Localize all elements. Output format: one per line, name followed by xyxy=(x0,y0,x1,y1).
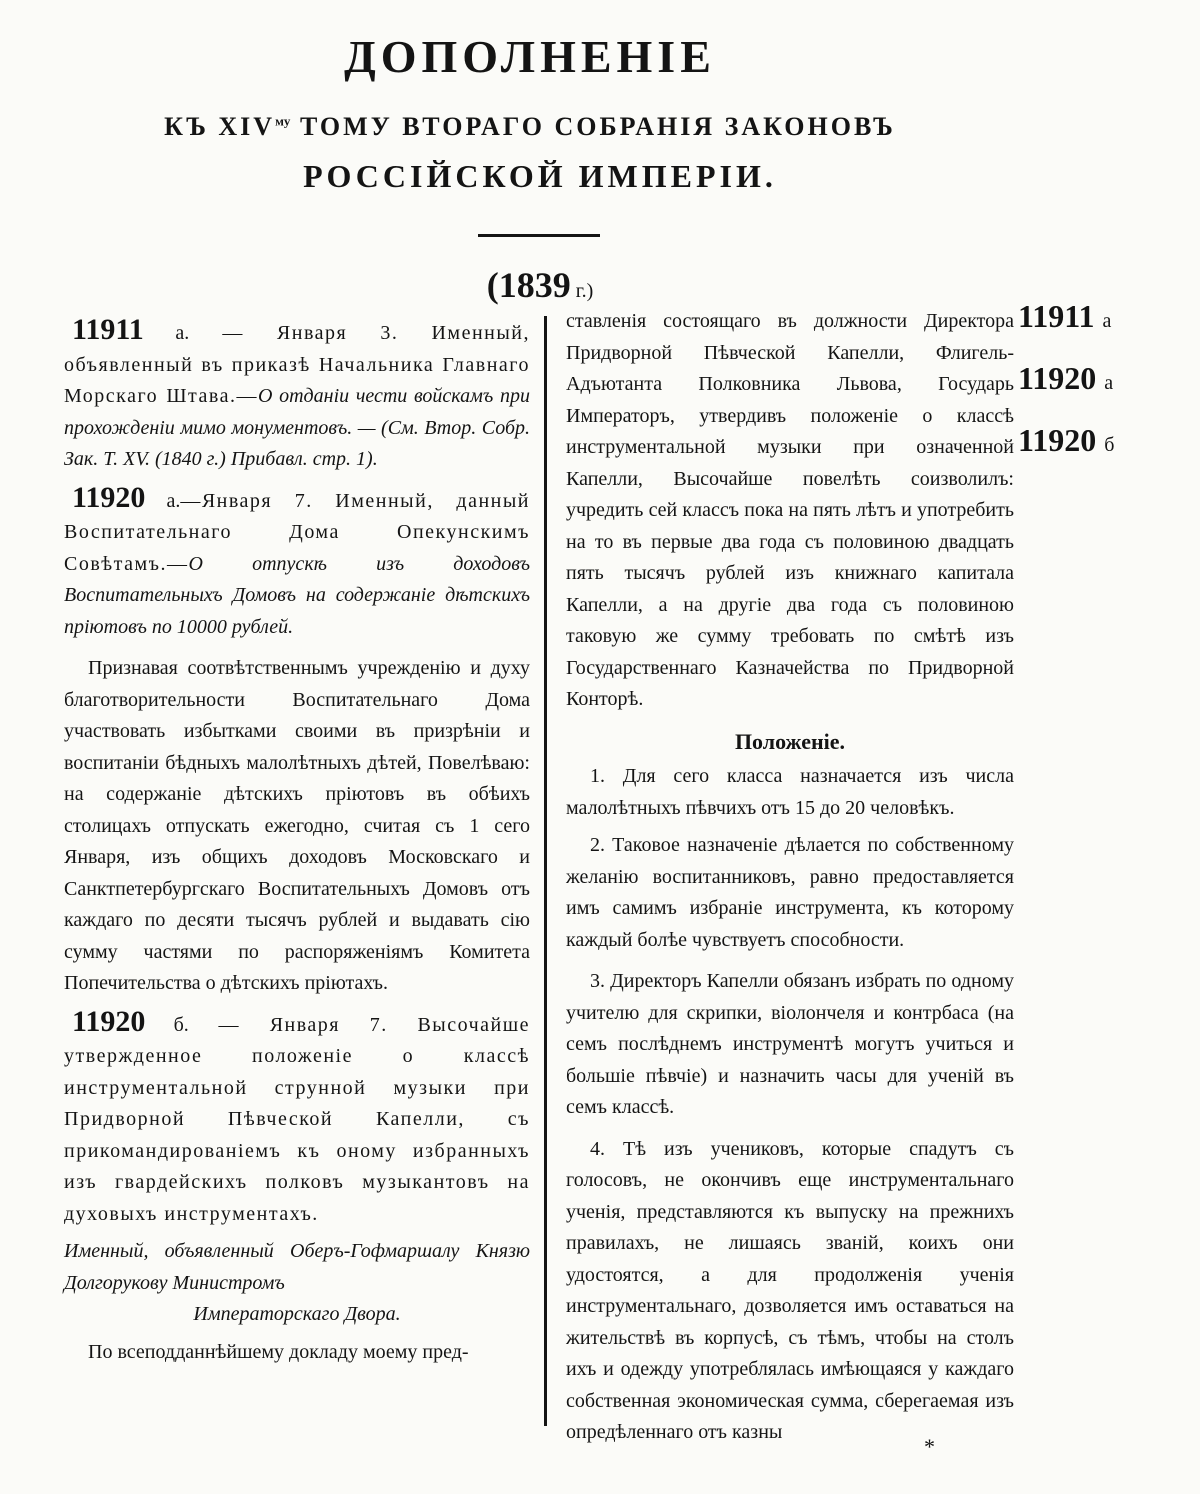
regulation-item-4: 4. Тѣ изъ учениковъ, которые спадутъ съ голосовъ, не окончивъ еще инструментальнаго ученія, представляются къ выпуску на прежнихъ правилахъ, не лишаясь званій, коихъ они удостоятся, а для продолженія ученія инструментальнаго, дозволяется имъ оставаться на жительствѣ въ корпусѣ, съ тѣмъ, чтобы на столъ ихъ и одежду употреблялась имѣющаяся у каждаго собственная экономическая сумма, сберегаемая изъ опредѣленнаго отъ казны xyxy=(566,1137,1014,1443)
entry-number: 11920 xyxy=(72,1004,146,1038)
year-suffix: г.) xyxy=(570,280,594,302)
spacer xyxy=(566,1124,1014,1134)
spacer xyxy=(64,643,530,653)
entry-text: — Января 7. Высочайше утвержденное положеніе о классѣ инструментальной струнной музыки при Придворной Пѣвческой Капелли, съ прикомандированіемъ къ оному избранныхъ изъ гвардейскихъ полковъ музыкантовъ на духовыхъ инструментахъ. xyxy=(64,1013,530,1225)
spacer xyxy=(566,956,1014,966)
margin-number: 11920 xyxy=(1018,422,1097,458)
entry-italic-text: О отпускѣ изъ доходовъ Воспитательныхъ Домовъ на содержаніе дѣтскихъ пріютовъ по 10000 рублей. xyxy=(64,552,530,638)
subtitle-superscript: му xyxy=(275,113,291,129)
regulation-item-2: 2. Таковое назначеніе дѣлается по собственному желанію воспитанниковъ, равно предоставляется имъ самимъ избраніе инструмента, къ которому каждый болѣе чувствуетъ способности. xyxy=(566,834,1014,951)
margin-suffix: б xyxy=(1104,434,1115,456)
margin-number-11911a xyxy=(1018,298,1111,335)
entry-number: 11920 xyxy=(72,480,146,514)
entry-11911a xyxy=(64,314,530,476)
left-column xyxy=(64,314,530,1368)
year-value: 1839 xyxy=(498,265,571,305)
column-divider xyxy=(544,316,547,1426)
page-title: ДОПОЛНЕНІЕ xyxy=(344,31,716,82)
regulation-item-1: 1. Для сего класса назначается изъ числа малолѣтныхъ пѣвчихъ отъ 15 до 20 человѣкъ. xyxy=(566,765,1014,819)
margin-number: 11920 xyxy=(1018,360,1097,396)
margin-suffix: а xyxy=(1104,372,1114,394)
regulation-item-3: 3. Директоръ Капелли обязанъ избрать по одному учителю для скрипки, віолончеля и контрбаса (на семъ послѣднемъ инструментѣ могутъ учиться и большіе пѣвчіе) и назначить часы для ученій въ семъ классѣ. xyxy=(566,970,1014,1118)
entry-number: 11911 xyxy=(72,313,144,346)
subtitle-rest: ТОМУ ВТОРАГО СОБРАНІЯ ЗАКОНОВЪ xyxy=(290,112,896,141)
entry-letter: а. xyxy=(143,322,190,344)
entry-text: — Января 3. Именный, объявленный въ приказѣ Начальника Главнаго Морскаго Штава.— xyxy=(64,322,530,407)
page-subtitle-line1 xyxy=(0,112,1060,142)
section-heading: Положеніе. xyxy=(734,728,846,754)
entry-letter: б. xyxy=(145,1013,189,1036)
title-divider xyxy=(478,234,600,237)
continued-paragraph: ставленія состоящаго въ должности Директора Придворной Пѣвческой Капелли, Флигель-Адъютанта Полковника Львова, Государь Императоръ, утвердивъ положеніе о классѣ инструментальной музыки при означенной Капелли, Высочайше повелѣть соизволилъ: учредить сей классъ пока на пять лѣтъ и употребить на то въ первые два года съ половиною двадцать пять тысячъ рублей изъ книжнаго капитала Капелли, а на другіе два года съ половиною таковую же сумму требовать по смѣтѣ изъ Государственнаго Казначейства по Придворной Конторѣ. xyxy=(566,310,1014,710)
right-column xyxy=(566,306,1014,1449)
entry-text: —Января 7. Именный, данный Воспитательнаго Дома Опекунскимъ Совѣтамъ.— xyxy=(64,489,530,575)
subtitle-prefix: КЪ XIV xyxy=(164,112,276,141)
page-subtitle-line2: РОССІЙСКОЙ ИМПЕРІИ. xyxy=(303,158,777,194)
year-heading xyxy=(0,264,1080,306)
continued-line: По всеподданнѣйшему докладу моему пред- xyxy=(88,1340,469,1363)
margin-number-11920a xyxy=(1018,360,1113,397)
entry-11920b xyxy=(64,1006,530,1231)
entry-letter: а. xyxy=(145,489,181,512)
footer-asterisk: * xyxy=(924,1434,935,1459)
margin-suffix: а xyxy=(1102,310,1112,332)
italic-note-line2: Императорскаго Двора. xyxy=(193,1303,401,1325)
entry-11920a xyxy=(64,482,530,644)
margin-number-11920b xyxy=(1018,422,1114,459)
entry-italic-text: О отданіи чести войскамъ при прохожденіи мимо монументовъ. — (См. Втор. Собр. Зак. Т. XV. (1840 г.) Прибавл. стр. 1). xyxy=(64,385,530,470)
year-open-paren: ( xyxy=(486,265,499,305)
margin-number: 11911 xyxy=(1018,298,1095,334)
italic-note-line1: Именный, объявленный Оберъ-Гофмаршалу Князю Долгорукову Министромъ xyxy=(64,1240,530,1294)
decree-paragraph: Признавая соотвѣтственнымъ учрежденію и духу благотворительности Воспитательнаго Дома участвовать избытками своими въ призрѣніи и воспитаніи бѣдныхъ малолѣтныхъ дѣтей, Повелѣваю: на содержаніе дѣтскихъ пріютовъ въ обѣихъ столицахъ отпускать ежегодно, считая съ 1 сего Января, изъ общихъ доходовъ Московскаго и Санктпетербургскаго Воспитательныхъ Домовъ отъ каждаго по десяти тысячъ рублей и выдавать сію сумму частями по распоряженіямъ Комитета Попечительства о дѣтскихъ пріютахъ. xyxy=(64,657,530,994)
